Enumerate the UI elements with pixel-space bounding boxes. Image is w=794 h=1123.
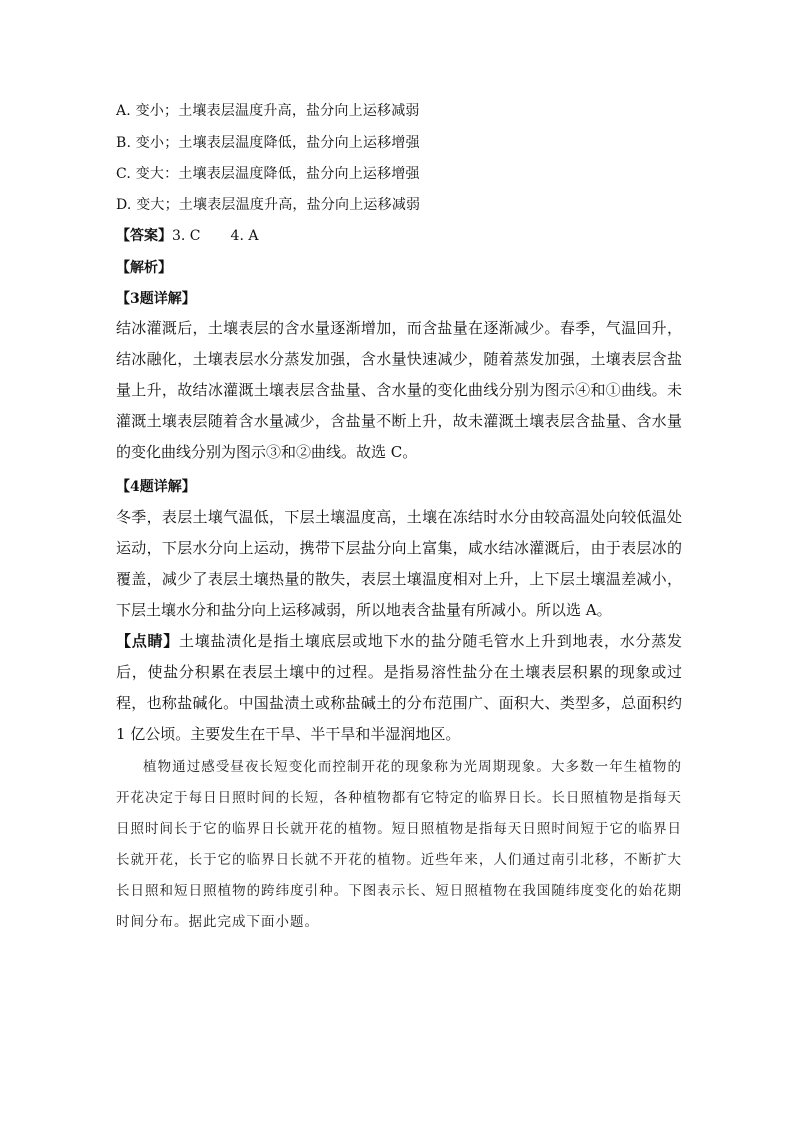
q3-detail-body: 结冰灌溉后，土壤表层的含水量逐渐增加，而含盐量在逐渐减少。春季，气温回升，结冰融化，土壤表层水分蒸发加强，含水量快速减少，随着蒸发加强，土壤表层含盐量上升，故结冰灌溉土壤表层含盐量、含水量的变化曲线分别为图示④和①曲线。未灌溉土壤表层随着含水量减少，含盐量不断上升，故未灌溉土壤表层含盐量、含水量的变化曲线分别为图示③和②曲线。故选 C。 xyxy=(116,319,682,461)
comment-block xyxy=(116,626,682,750)
option-a-text: 变小；土壤表层温度升高，盐分向上运移减弱 xyxy=(135,103,420,119)
option-d-label: D. xyxy=(116,197,132,213)
q3-detail-heading xyxy=(116,289,196,309)
answer-q3: 3. C xyxy=(172,228,201,244)
option-a xyxy=(116,101,420,121)
q4-detail-body: 冬季，表层土壤气温低，下层土壤温度高，土壤在冻结时水分由较高温处向较低温处运动，下层水分向上运动，携带下层盐分向上富集，咸水结冰灌溉后，由于表层冰的覆盖，减少了表层土壤热量的散失，表层土壤温度相对上升，上下层土壤温差减小，下层土壤水分和盐分向上运移减弱，所以地表含盐量有所减小。所以选 A。 xyxy=(116,508,682,619)
answer-q4: 4. A xyxy=(230,228,259,244)
comment-body: 土壤盐渍化是指土壤底层或地下水的盐分随毛管水上升到地表，水分蒸发后，使盐分积累在表层土壤中的过程。是指易溶性盐分在土壤表层积累的现象或过程，也称盐碱化。中国盐渍土或称盐碱土的分布范围广、面积大、类型多，总面积约 1 亿公顷。主要发生在干旱、半干旱和半湿润地区。 xyxy=(116,632,682,743)
analysis-heading-text: 【解析】 xyxy=(116,260,172,276)
q4-detail-heading xyxy=(116,477,196,497)
option-c-label: C. xyxy=(116,166,132,182)
option-b-text: 变小；土壤表层温度降低，盐分向上运移增强 xyxy=(135,135,420,151)
comment-tag: 【点睛】 xyxy=(116,632,179,650)
option-c xyxy=(116,164,420,184)
option-c-text: 变大：土壤表层温度降低，盐分向上运移增强 xyxy=(135,166,420,182)
next-question-intro: 植物通过感受昼夜长短变化而控制开花的现象称为光周期现象。大多数一年生植物的开花决定于每日日照时间的长短，各种植物都有它特定的临界日长。长日照植物是指每天日照时间长于它的临界日长就开花的植物。短日照植物是指每天日照时间短于它的临界日长就开花，长于它的临界日长就不开花的植物。近些年来，人们通过南引北移，不断扩大长日照和短日照植物的跨纬度引种。下图表示长、短日照植物在我国随纬度变化的始花期时间分布。据此完成下面小题。 xyxy=(116,759,682,930)
analysis-heading xyxy=(116,258,172,278)
option-d-text: 变大；土壤表层温度升高，盐分向上运移减弱 xyxy=(136,197,421,213)
q4-detail-heading-text: 【4题详解】 xyxy=(116,479,196,495)
option-a-label: A. xyxy=(116,103,131,119)
answer-line xyxy=(116,226,258,246)
q3-detail-heading-text: 【3题详解】 xyxy=(116,291,196,307)
option-b xyxy=(116,133,420,153)
option-d xyxy=(116,195,420,215)
option-b-label: B. xyxy=(116,135,132,151)
answer-tag: 【答案】 xyxy=(116,228,172,244)
